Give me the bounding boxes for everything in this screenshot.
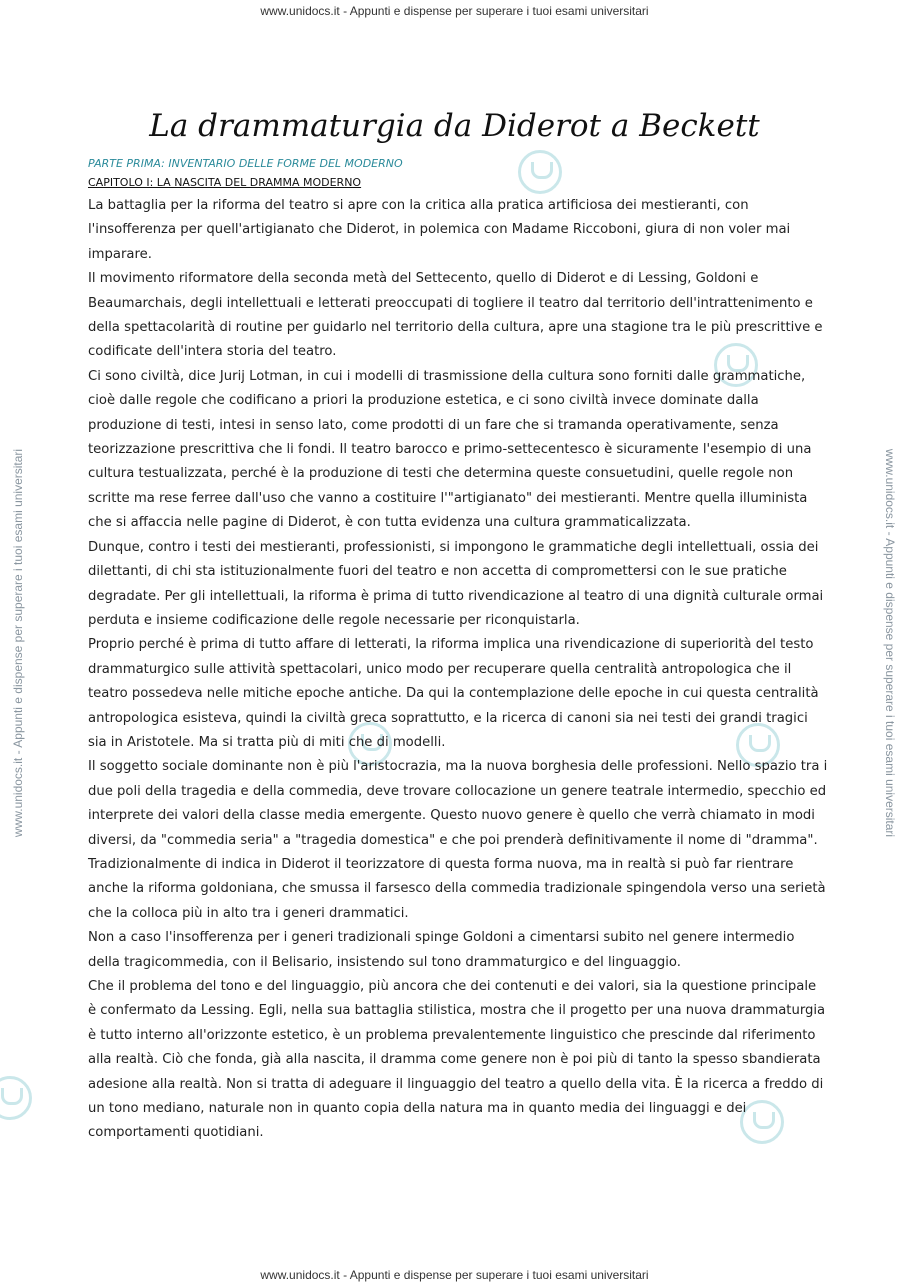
paragraph: Proprio perché è prima di tutto affare di letterati, la riforma implica una rivendicazione di superiorità del testo drammaturgico sulle attività spettacolari, unico modo per recuperare quella centralità antropologica che il teatro possedeva nelle mitiche epoche antiche. Da qui la contemplazione delle epoche in cui questa centralità antropologica esisteva, quindi la civiltà greca soprattutto, e la ricerca di canoni sia nei testi dei grandi tragici sia in Aristotele. Ma si tratta più di miti che di modelli. — [88, 637, 819, 750]
unidocs-watermark-icon — [518, 150, 562, 194]
chapter-heading: CAPITOLO I: LA NASCITA DEL DRAMMA MODERNO — [88, 176, 362, 189]
part-heading: PARTE PRIMA: INVENTARIO DELLE FORME DEL MODERNO — [88, 157, 403, 170]
footer-banner: www.unidocs.it - Appunti e dispense per superare i tuoi esami universitari — [260, 1268, 649, 1282]
paragraph: Che il problema del tono e del linguaggio, più ancora che dei contenuti e dei valori, sia la questione principale è confermato da Lessing. Egli, nella sua battaglia stilistica, mostra che il progetto per una nuova drammaturgia è tutto interno all'orizzonte estetico, è un problema prevalentemente linguistico che prescinde dal riferimento alla realtà. Ciò che fonda, già alla nascita, il dramma come genere non è poi più di tanto la spesso sbandierata adesione alla realtà. Non si tratta di adeguare il linguaggio del teatro a quello della vita. È la ricerca a freddo di un tono mediano, naturale non in quanto copia della natura ma in quanto media dei linguaggi e dei comportamenti quotidiani. — [88, 979, 826, 1141]
paragraph: Il soggetto sociale dominante non è più l'aristocrazia, ma la nuova borghesia delle professioni. Nello spazio tra i due poli della tragedia e della commedia, deve trovare collocazione un genere teatrale intermedio, specchio ed interprete dei valori della classe media emergente. Questo nuovo genere è quello che verrà chiamato in modi diversi, da "commedia seria" a "tragedia domestica" e che poi prenderà definitivamente il nome di "dramma". Tradizionalmente di indica in Diderot il teorizzatore di questa forma nuova, ma in realtà si può far rientrare anche la riforma goldoniana, che smussa il farsesco della commedia tradizionale spingendola verso una serietà che la colloca più in alto tra i generi drammatici. — [88, 759, 828, 921]
paragraph: La battaglia per la riforma del teatro si apre con la critica alla pratica artificiosa dei mestieranti, con l'insofferenza per quell'artigianato che Diderot, in polemica con Madame Riccoboni, giura di non voler mai imparare. — [88, 198, 791, 262]
header-banner: www.unidocs.it - Appunti e dispense per superare i tuoi esami universitari — [260, 4, 649, 18]
unidocs-watermark-icon — [0, 1076, 32, 1120]
paragraph: Ci sono civiltà, dice Jurij Lotman, in cui i modelli di trasmissione della cultura sono forniti dalle grammatiche, cioè dalle regole che codificano a priori la produzione estetica, e ci sono civiltà invece dominate dalla produzione di testi, intesi in senso lato, come prodotti di un fare che si tramanda operativamente, senza teorizzazione prescrittiva che li fondi. Il teatro barocco e primo-settecentesco è sicuramente l'esempio di una cultura testualizzata, perché è la produzione di testi che determina queste consuetudini, quelle regole non scritte ma rese ferree dall'uso che vanno a costituire l'"artigianato" dei mestieranti. Mentre quella illuminista che si affaccia nelle pagine di Diderot, è con tutta evidenza una cultura grammaticalizzata. — [88, 368, 812, 531]
document-title: La drammaturgia da Diderot a Beckett — [149, 108, 760, 144]
body-text — [88, 194, 828, 1146]
right-side-watermark: www.unidocs.it - Appunti e dispense per superare i tuoi esami universitari — [883, 448, 897, 838]
paragraph: Il movimento riformatore della seconda metà del Settecento, quello di Diderot e di Lessing, Goldoni e Beaumarchais, degli intellettuali e letterati preoccupati di togliere il teatro dal territorio dell'intrattenimento e della spettacolarità di routine per guidarlo nel territorio della cultura, apre una stagione tra le più prescrittive e codificate dell'intera storia del teatro. — [88, 271, 823, 360]
paragraph: Non a caso l'insofferenza per i generi tradizionali spinge Goldoni a cimentarsi subito nel genere intermedio della tragicommedia, con il Belisario, insistendo sul tono drammaturgico e del linguaggio. — [88, 930, 795, 970]
left-side-watermark: www.unidocs.it - Appunti e dispense per superare i tuoi esami universitari — [11, 448, 25, 838]
paragraph: Dunque, contro i testi dei mestieranti, professionisti, si impongono le grammatiche degli intellettuali, ossia dei dilettanti, di chi sta istituzionalmente fuori del teatro e non accetta di compromettersi con le sue pratiche degradate. Per gli intellettuali, la riforma è prima di tutto rivendicazione al teatro di una dignità culturale ormai perduta e insieme codificazione delle regole necessarie per riconquistarla. — [88, 539, 824, 628]
